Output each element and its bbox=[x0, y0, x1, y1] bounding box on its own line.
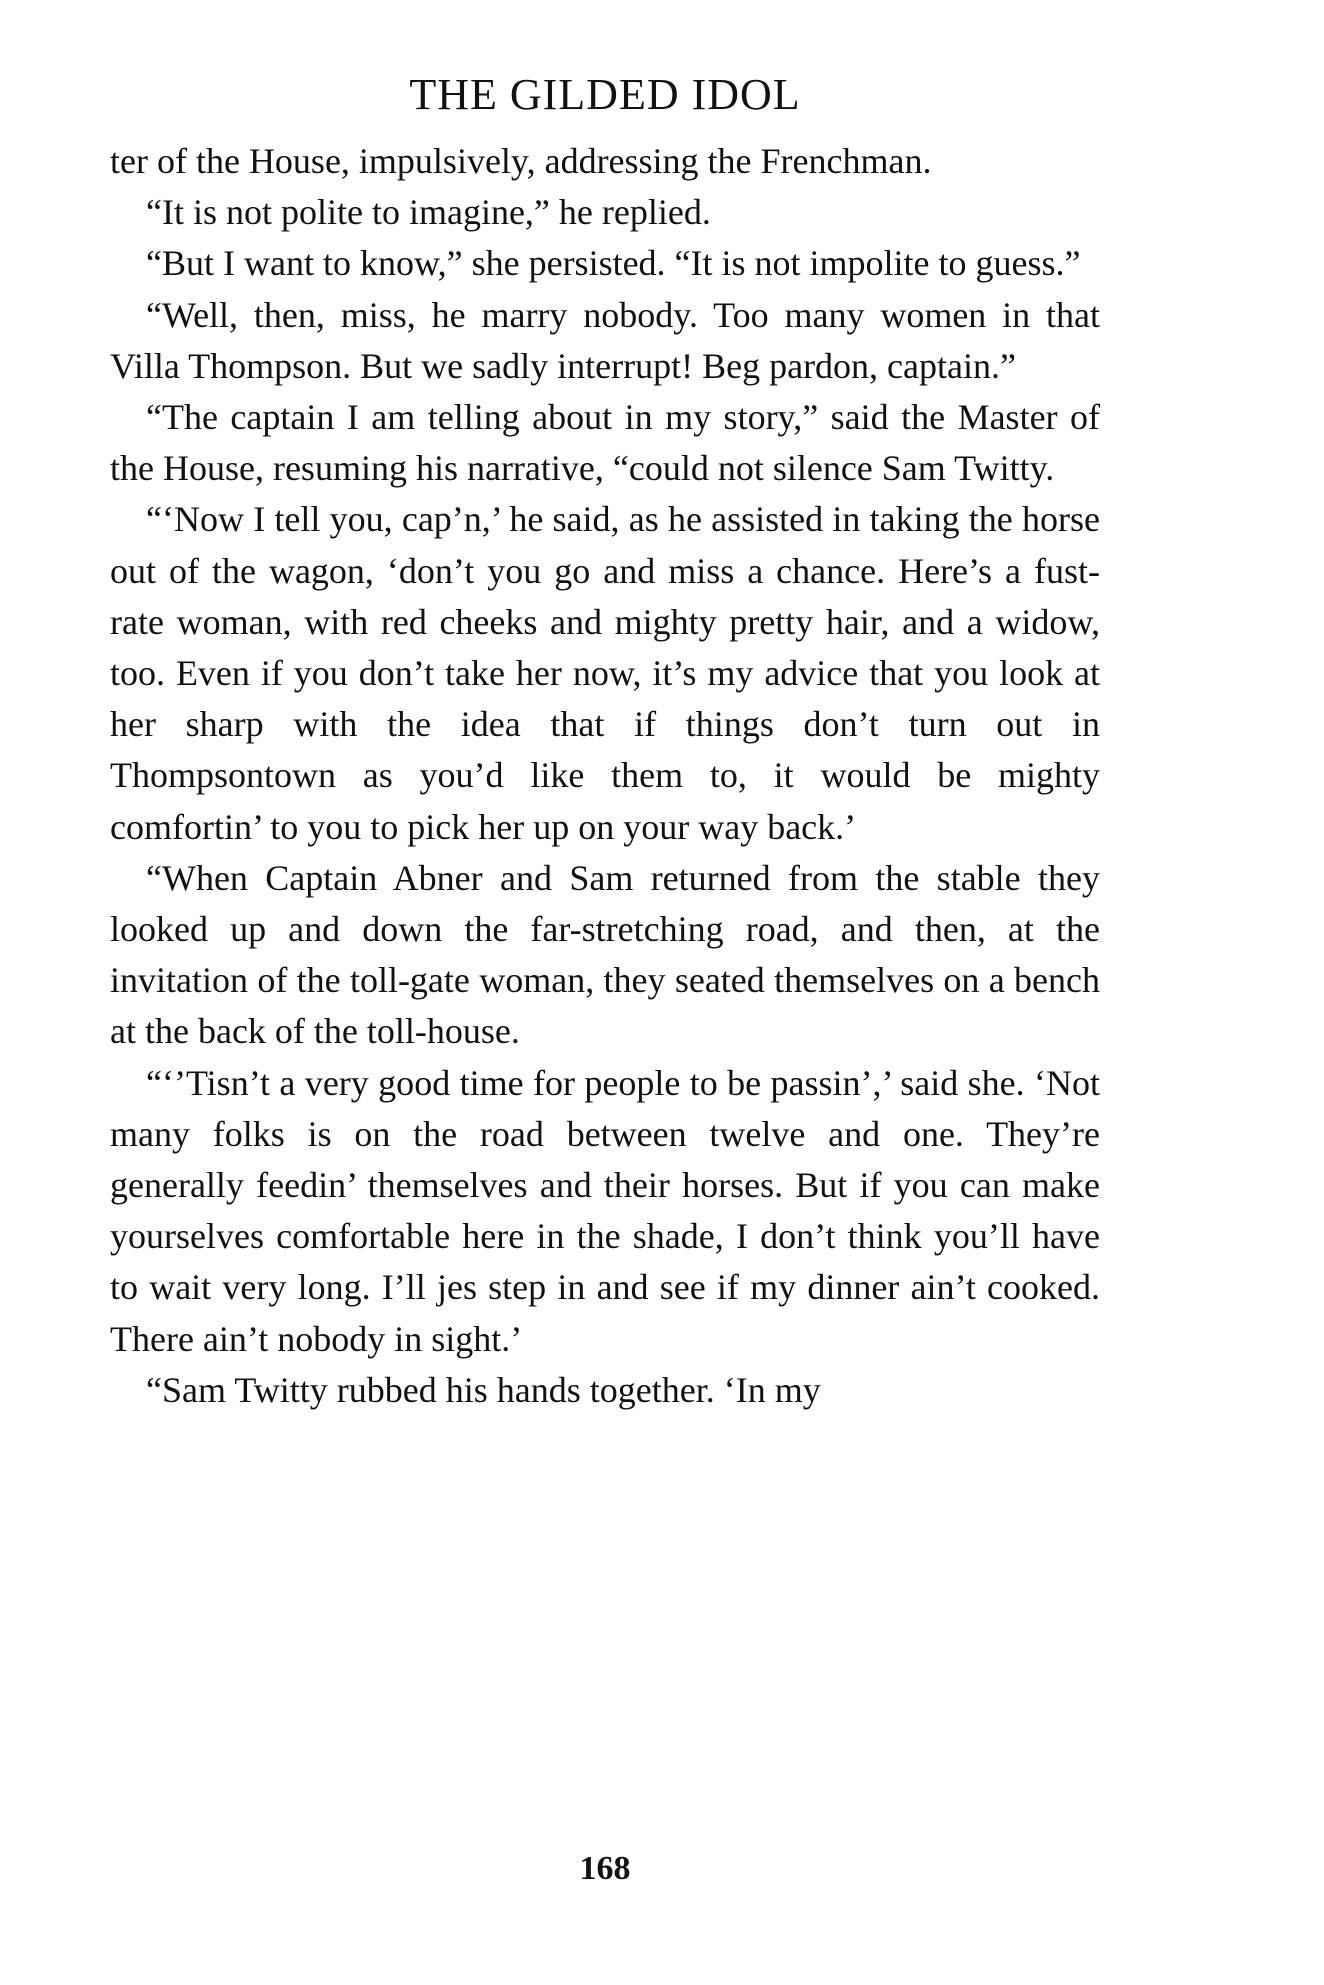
paragraph: “But I want to know,” she persisted. “It is not impolite to guess.” bbox=[146, 243, 1081, 284]
body-text bbox=[110, 136, 1100, 1416]
paragraph: ter of the House, impulsively, addressing the Frenchman. bbox=[110, 141, 932, 181]
paragraph: “Sam Twitty rubbed his hands together. ‘In my bbox=[146, 1369, 821, 1410]
paragraph: “The captain I am telling about in my story,” said the Master of the House, resuming his narrative, “could not silence Sam Twitty. bbox=[110, 397, 1100, 489]
paragraph: “‘’Tisn’t a very good time for people to be passin’,’ said she. ‘Not many folks is on the road between twelve and one. They’re generally feedin’ themselves and their horses. But if you can make yourselves comfortable here in the shade, I don’t think you’ll have to wait very long. I’ll jes step in and see if my dinner ain’t cooked. There ain’t nobody in sight.’ bbox=[110, 1062, 1100, 1359]
page-number: 168 bbox=[579, 1850, 631, 1887]
paragraph: “It is not polite to imagine,” he replied. bbox=[146, 192, 711, 233]
running-head: THE GILDED IDOL bbox=[409, 70, 801, 119]
paragraph: “‘Now I tell you, cap’n,’ he said, as he assisted in taking the horse out of the wagon, ‘don’t you go and miss a chance. Here’s a fust-rate woman, with red cheeks and mighty pretty hair, and a widow, too. Even if you don’t take her now, it’s my advice that you look at her sharp with the idea that if things don’t turn out in Thompsontown as you’d like them to, it would be mighty comfortin’ to you to pick her up on your way back.’ bbox=[110, 499, 1100, 847]
paragraph: “When Captain Abner and Sam returned from the stable they looked up and down the far-stretching road, and then, at the invitation of the toll-gate woman, they seated themselves on a bench at the back of the toll-house. bbox=[110, 857, 1100, 1052]
paragraph: “Well, then, miss, he marry nobody. Too many women in that Villa Thompson. But we sadly interrupt! Beg pardon, captain.” bbox=[110, 294, 1100, 386]
book-page bbox=[110, 60, 1100, 1960]
